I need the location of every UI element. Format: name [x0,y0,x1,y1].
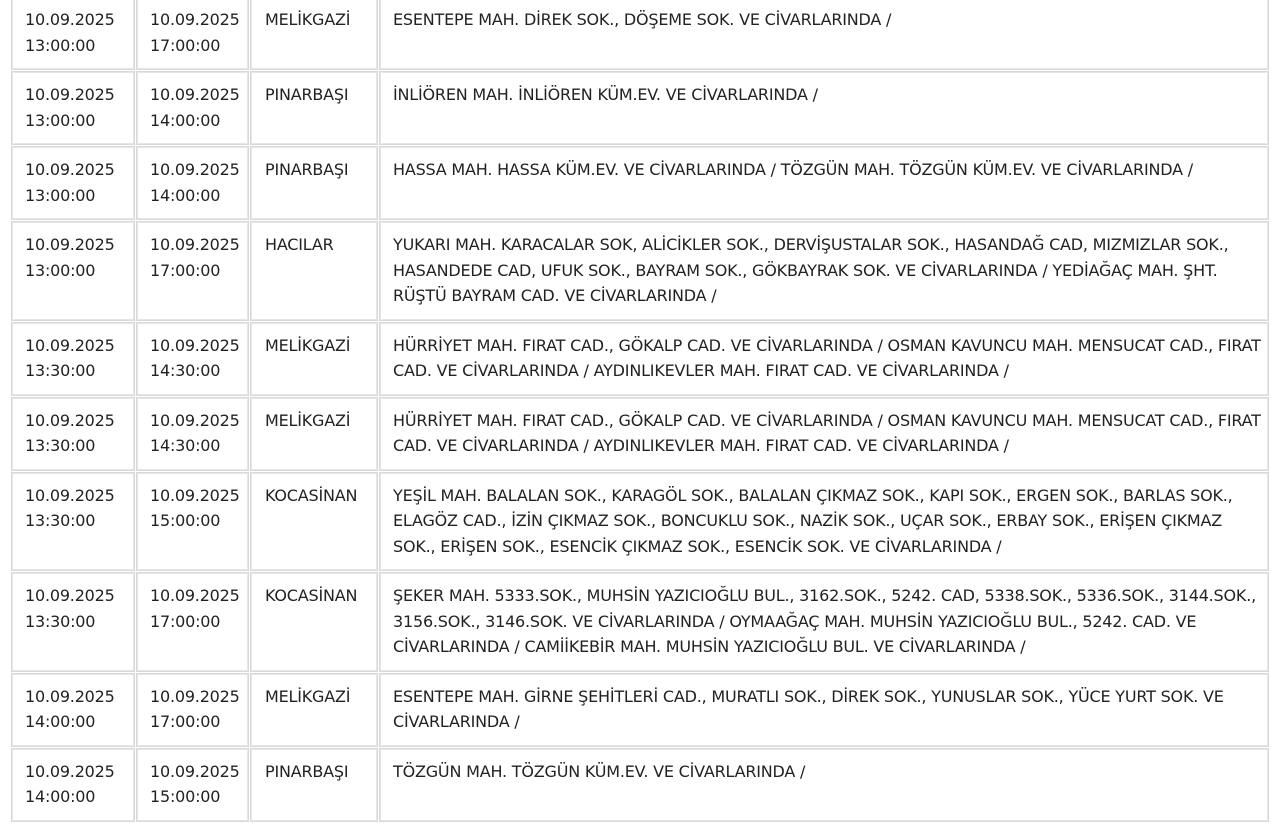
table-row [12,222,1268,320]
district-name: KOCASİNAN [265,586,358,605]
district-cell [251,573,377,671]
description-cell [380,0,1268,69]
district-cell [251,222,377,320]
start-date: 10.09.2025 [25,335,115,355]
description-cell [380,72,1268,144]
district-cell [251,473,377,571]
district-name: KOCASİNAN [265,485,358,505]
start-datetime-cell [12,323,134,395]
outage-table-container [9,0,1271,824]
start-date: 10.09.2025 [25,85,115,104]
start-time: 13:00:00 [25,110,96,130]
end-time: 14:00:00 [150,185,221,205]
description-cell [380,674,1268,746]
table-row [12,147,1268,219]
start-datetime-cell [12,573,134,671]
outage-description: HÜRRİYET MAH. FIRAT CAD., GÖKALP CAD. VE CİVARLARINDA / OSMAN KAVUNCU MAH. MENSUCAT CAD., FIRAT CAD. VE CİVARLARINDA / AYDINLIKEVLER MAH. FIRAT CAD. VE CİVARLARINDA / [393,410,1261,455]
start-datetime-cell [12,674,134,746]
end-datetime-cell [137,473,248,571]
end-datetime-cell [137,147,248,219]
start-date: 10.09.2025 [25,485,115,505]
district-name: MELİKGAZİ [265,10,351,29]
end-date: 10.09.2025 [150,586,240,605]
start-date: 10.09.2025 [25,160,115,179]
end-time: 17:00:00 [150,611,221,631]
table-row [12,72,1268,144]
end-time: 17:00:00 [150,712,221,731]
district-cell [251,147,377,219]
start-time: 14:00:00 [25,712,96,731]
outage-description: ŞEKER MAH. 5333.SOK., MUHSİN YAZICIOĞLU BUL., 3162.SOK., 5242. CAD, 5338.SOK., 5336.SOK., 3144.SOK., 3156.SOK., 3146.SOK. VE CİVARLARINDA / OYMAAĞAÇ MAH. MUHSİN YAZICIOĞLU BUL., 5242. CAD. VE CİVARLARINDA / CAMİİKEBİR MAH. MUHSİN YAZICIOĞLU BUL. VE CİVARLARINDA / [393,586,1256,656]
outage-description: ESENTEPE MAH. DİREK SOK., DÖŞEME SOK. VE CİVARLARINDA / [393,10,892,29]
table-row [12,573,1268,671]
end-date: 10.09.2025 [150,235,240,254]
district-name: HACILAR [265,235,334,254]
end-datetime-cell [137,72,248,144]
start-time: 13:30:00 [25,611,96,631]
description-cell [380,573,1268,671]
start-datetime-cell [12,222,134,320]
district-name: PINARBAŞI [265,761,349,781]
start-datetime-cell [12,473,134,571]
end-time: 14:30:00 [150,361,221,380]
start-time: 13:00:00 [25,185,96,205]
description-cell [380,323,1268,395]
start-date: 10.09.2025 [25,410,115,430]
end-date: 10.09.2025 [150,761,240,781]
start-date: 10.09.2025 [25,686,115,706]
end-time: 15:00:00 [150,787,221,806]
end-datetime-cell [137,749,248,821]
end-time: 14:30:00 [150,436,221,455]
end-datetime-cell [137,398,248,470]
end-time: 17:00:00 [150,35,221,55]
description-cell [380,222,1268,320]
table-row [12,398,1268,470]
description-cell [380,473,1268,571]
start-datetime-cell [12,0,134,69]
end-time: 17:00:00 [150,260,221,280]
end-date: 10.09.2025 [150,85,240,104]
end-datetime-cell [137,0,248,69]
table-row [12,674,1268,746]
outage-description: TÖZGÜN MAH. TÖZGÜN KÜM.EV. VE CİVARLARINDA / [393,761,806,781]
end-date: 10.09.2025 [150,485,240,505]
outage-table-body [12,0,1268,821]
table-row [12,323,1268,395]
end-datetime-cell [137,573,248,671]
end-datetime-cell [137,323,248,395]
district-cell [251,398,377,470]
start-time: 13:30:00 [25,361,96,380]
start-datetime-cell [12,72,134,144]
end-date: 10.09.2025 [150,335,240,355]
end-date: 10.09.2025 [150,686,240,706]
outage-description: İNLİÖREN MAH. İNLİÖREN KÜM.EV. VE CİVARLARINDA / [393,85,818,104]
end-datetime-cell [137,222,248,320]
start-date: 10.09.2025 [25,10,115,29]
start-date: 10.09.2025 [25,586,115,605]
table-row [12,473,1268,571]
start-date: 10.09.2025 [25,235,115,254]
start-time: 14:00:00 [25,787,96,806]
description-cell [380,749,1268,821]
outage-description: YEŞİL MAH. BALALAN SOK., KARAGÖL SOK., BALALAN ÇIKMAZ SOK., KAPI SOK., ERGEN SOK., BARLAS SOK., ELAGÖZ CAD., İZİN ÇIKMAZ SOK., BONCUKLU SOK., NAZİK SOK., UÇAR SOK., ERBAY SOK., ERİŞEN ÇIKMAZ SOK., ERİŞEN SOK., ESENCİK ÇIKMAZ SOK., ESENCİK SOK. VE CİVARLARINDA / [393,485,1233,556]
end-time: 15:00:00 [150,511,221,530]
table-row [12,749,1268,821]
district-name: MELİKGAZİ [265,410,351,430]
end-date: 10.09.2025 [150,410,240,430]
start-datetime-cell [12,398,134,470]
start-time: 13:00:00 [25,35,96,55]
district-name: PINARBAŞI [265,160,349,179]
description-cell [380,147,1268,219]
description-cell [380,398,1268,470]
start-time: 13:30:00 [25,511,96,530]
district-cell [251,674,377,746]
end-time: 14:00:00 [150,110,221,130]
outage-description: YUKARI MAH. KARACALAR SOK, ALİCİKLER SOK., DERVİŞUSTALAR SOK., HASANDAĞ CAD, MIZMIZLAR SOK., HASANDEDE CAD, UFUK SOK., BAYRAM SOK., GÖKBAYRAK SOK. VE CİVARLARINDA / YEDİAĞAÇ MAH. ŞHT. RÜŞTÜ BAYRAM CAD. VE CİVARLARINDA / [393,235,1229,305]
start-time: 13:00:00 [25,260,96,280]
district-cell [251,0,377,69]
outage-description: HÜRRİYET MAH. FIRAT CAD., GÖKALP CAD. VE CİVARLARINDA / OSMAN KAVUNCU MAH. MENSUCAT CAD., FIRAT CAD. VE CİVARLARINDA / AYDINLIKEVLER MAH. FIRAT CAD. VE CİVARLARINDA / [393,335,1261,380]
start-time: 13:30:00 [25,436,96,455]
table-row [12,0,1268,69]
start-datetime-cell [12,749,134,821]
end-date: 10.09.2025 [150,10,240,29]
end-datetime-cell [137,674,248,746]
outage-description: HASSA MAH. HASSA KÜM.EV. VE CİVARLARINDA / TÖZGÜN MAH. TÖZGÜN KÜM.EV. VE CİVARLARINDA / [393,160,1193,179]
district-name: PINARBAŞI [265,85,349,104]
district-name: MELİKGAZİ [265,686,351,706]
end-date: 10.09.2025 [150,160,240,179]
district-cell [251,72,377,144]
start-date: 10.09.2025 [25,761,115,781]
district-name: MELİKGAZİ [265,335,351,355]
district-cell [251,323,377,395]
district-cell [251,749,377,821]
outage-table [9,0,1271,824]
outage-description: ESENTEPE MAH. GİRNE ŞEHİTLERİ CAD., MURATLI SOK., DİREK SOK., YUNUSLAR SOK., YÜCE YURT SOK. VE CİVARLARINDA / [393,686,1224,731]
start-datetime-cell [12,147,134,219]
